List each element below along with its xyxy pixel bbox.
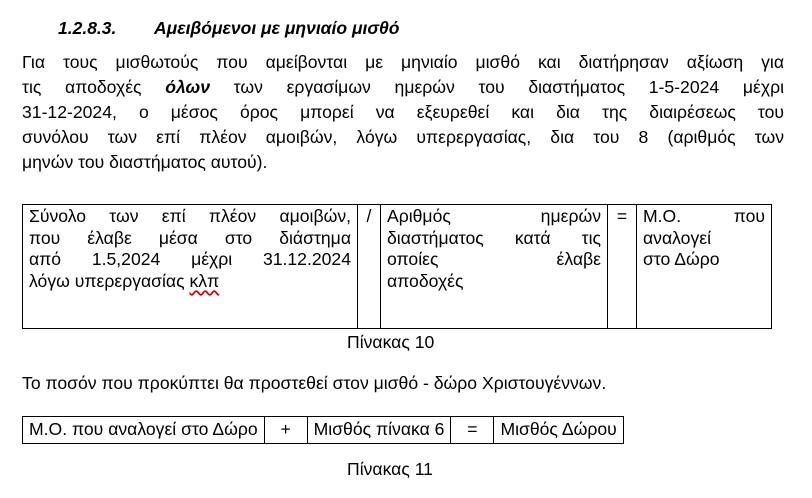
emphasis-word: όλων: [165, 77, 210, 97]
table11-caption: Πίνακας 11: [347, 459, 433, 479]
table-10: [22, 204, 772, 329]
body-paragraph: [22, 50, 784, 175]
paragraph-line: μηνών του διαστήματος αυτού).: [22, 152, 268, 172]
table11-cell-bonus-salary: Μισθός Δώρου: [494, 417, 623, 444]
result-sentence: Το ποσόν που προκύπτει θα προστεθεί στον μισθό - δώρο Χριστουγέννων.: [22, 373, 607, 393]
table11-cell-average: Μ.Ο. που αναλογεί στο Δώρο: [23, 417, 265, 444]
equals-operator: =: [608, 205, 637, 329]
spellcheck-word: κλπ: [189, 270, 220, 291]
paragraph-line: 31-12-2024, ο μέσος όρος μπορεί να εξευρεθεί και δια της διαιρέσεως του: [22, 102, 784, 122]
table-11: [22, 416, 624, 444]
section-number: 1.2.8.3.: [58, 18, 117, 38]
table10-caption: Πίνακας 10: [347, 332, 435, 352]
table-row: [23, 205, 772, 329]
division-operator: /: [358, 205, 381, 329]
equals-operator: =: [451, 417, 494, 444]
table10-cell-days: Αριθμός ημερών διαστήματος κατά τις οποίες έλαβε αποδοχές: [381, 205, 608, 329]
table11-cell-salary: Μισθός πίνακα 6: [307, 417, 451, 444]
plus-operator: +: [264, 417, 307, 444]
table10-cell-total-extra-pay: Σύνολο των επί πλέον αμοιβών, που έλαβε μέσα στο διάστημα από 1.5,2024 μέχρι 31.12.2024 λόγω υπερεργασίας κλπ: [23, 205, 358, 329]
section-title: Αμειβόμενοι με μηνιαίο μισθό: [154, 18, 400, 38]
paragraph-line: συνόλου των επί πλέον αμοιβών, λόγω υπερεργασίας, δια του 8 (αριθμός των: [22, 127, 784, 147]
paragraph-line: Για τους μισθωτούς που αμείβονται με μηνιαίο μισθό και διατήρησαν αξίωση για: [22, 52, 784, 72]
section-heading: [58, 18, 399, 39]
table-row: [23, 417, 624, 444]
table10-cell-average: Μ.Ο. που αναλογεί στο Δώρο: [637, 205, 772, 329]
paragraph-line: τις αποδοχές όλων των εργασίμων ημερών του διαστήματος 1-5-2024 μέχρι: [22, 77, 784, 97]
